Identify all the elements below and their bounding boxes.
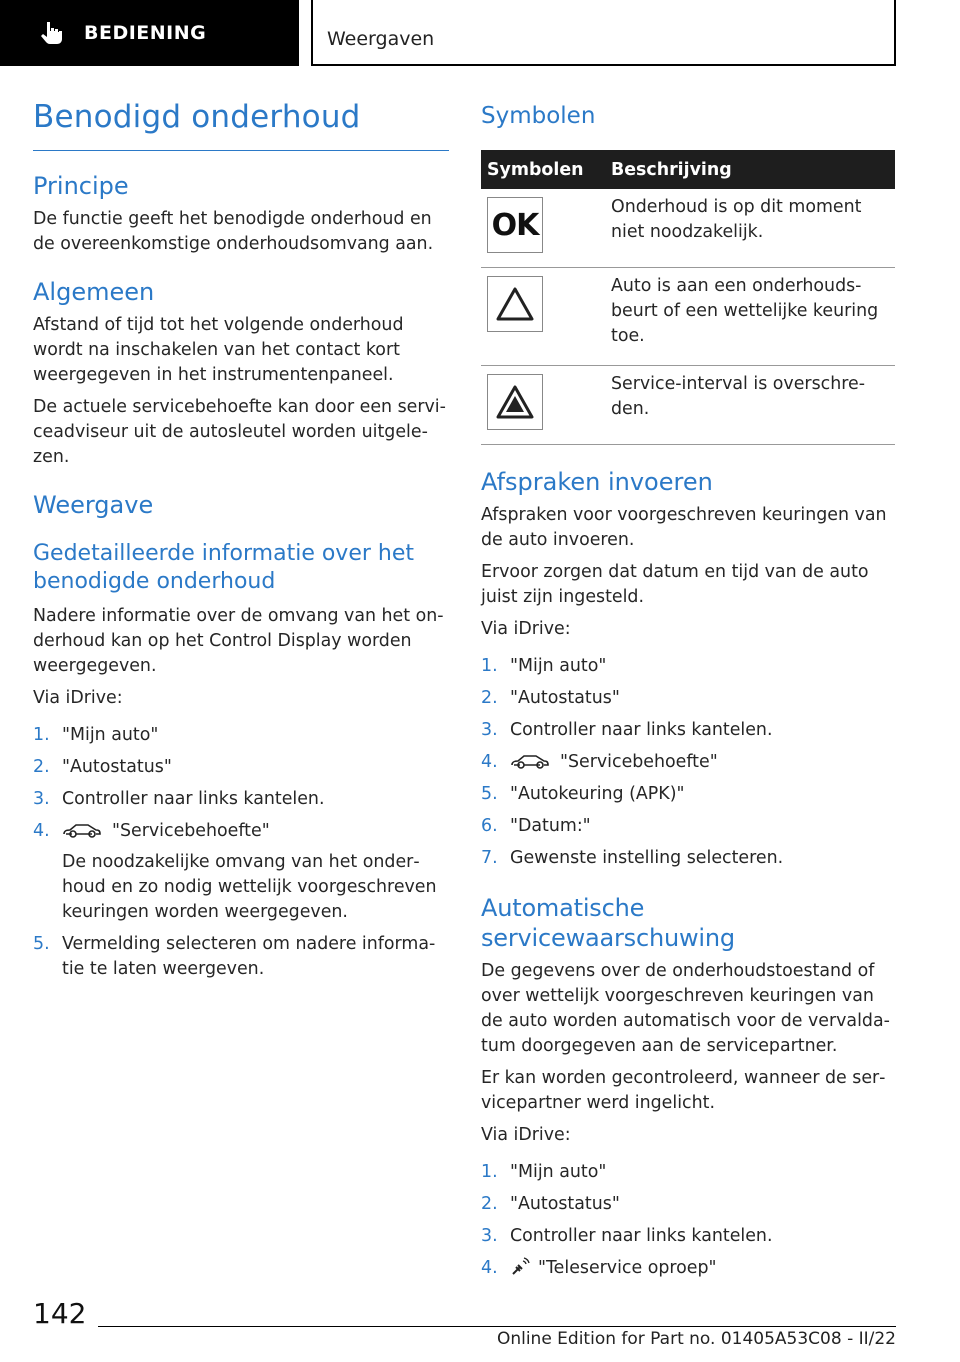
via-idrive: Via iDrive: xyxy=(481,1124,571,1145)
weergave-text: Nadere informatie over de omvang van het onderhoud kan op het Control Display worden weergegeven. xyxy=(33,606,444,676)
step-text: "Servicebehoefte" xyxy=(112,821,270,841)
afspraken-text-2: Ervoor zorgen dat datum en tijd van de auto juist zijn ingesteld. xyxy=(481,561,869,607)
list-item xyxy=(481,1192,895,1217)
step-text: "Mijn auto" xyxy=(510,655,607,676)
list-item xyxy=(481,750,895,775)
step-number: 5. xyxy=(481,783,498,804)
table-cell-description: Service-interval is overschreden. xyxy=(611,365,895,444)
symbols-table xyxy=(481,150,895,445)
step-text: "Servicebehoefte" xyxy=(560,751,718,772)
list-item xyxy=(33,819,449,925)
list-item xyxy=(33,755,449,780)
heading-algemeen: Algemeen xyxy=(33,278,155,306)
afspraken-text-1: Afspraken voor voorgeschreven keuringen van de auto invoeren. xyxy=(481,504,887,550)
step-text: Controller naar links kantelen. xyxy=(510,719,773,740)
table-cell-description: Onderhoud is op dit moment niet noodzakelijk. xyxy=(611,189,895,267)
wrench-signal-icon xyxy=(510,1257,530,1277)
list-item xyxy=(481,718,895,743)
right-column xyxy=(481,96,895,1288)
warning-triangle-filled-icon xyxy=(487,374,543,430)
step-text: Gewenste instelling selecteren. xyxy=(510,847,784,868)
list-item xyxy=(481,814,895,839)
step-text: "Autostatus" xyxy=(510,687,620,708)
table-cell-description: Auto is aan een onderhoudsbeurt of een wettelijke keuring toe. xyxy=(611,267,895,365)
list-item xyxy=(481,1160,895,1185)
step-number: 5. xyxy=(33,934,50,954)
step-subtext: De noodzakelijke omvang van het onderhoud en zo nodig wettelijk voorgeschreven keuringen worden weergegeven. xyxy=(62,852,437,922)
warning-triangle-icon xyxy=(487,276,543,332)
heading-principe: Principe xyxy=(33,172,129,200)
section-tab xyxy=(0,0,299,66)
page-title: Benodigd onderhoud xyxy=(33,96,449,151)
list-item xyxy=(33,787,449,812)
table-header-beschrijving: Beschrijving xyxy=(611,150,895,189)
step-number: 2. xyxy=(481,687,498,708)
step-number: 2. xyxy=(33,757,50,777)
via-idrive: Via iDrive: xyxy=(481,618,571,639)
list-item xyxy=(481,782,895,807)
left-column xyxy=(33,96,449,989)
heading-automatisch: Automatische servicewaarschuwing xyxy=(481,893,735,952)
step-text: "Autostatus" xyxy=(510,1193,620,1214)
section-title: BEDIENING xyxy=(84,22,207,44)
step-number: 4. xyxy=(481,751,498,772)
list-item xyxy=(481,846,895,871)
heading-symbolen: Symbolen xyxy=(481,103,596,129)
step-text: Vermelding selecteren om nadere informatie te laten weergeven. xyxy=(62,934,436,979)
step-text: "Mijn auto" xyxy=(62,725,159,745)
chapter-box xyxy=(311,0,896,66)
step-number: 3. xyxy=(481,1225,498,1246)
via-idrive: Via iDrive: xyxy=(33,688,123,708)
step-number: 6. xyxy=(481,815,498,836)
table-header-symbolen: Symbolen xyxy=(481,150,611,189)
chapter-title: Weergaven xyxy=(327,28,435,50)
table-row xyxy=(481,365,895,444)
step-text: "Datum:" xyxy=(510,815,591,836)
list-item xyxy=(481,1256,895,1281)
table-row xyxy=(481,189,895,267)
footer-divider xyxy=(98,1326,896,1327)
step-number: 1. xyxy=(33,725,50,745)
step-text: "Autostatus" xyxy=(62,757,172,777)
list-item xyxy=(481,1224,895,1249)
list-item xyxy=(481,654,895,679)
step-number: 7. xyxy=(481,847,498,868)
step-text: "Teleservice oproep" xyxy=(538,1257,717,1278)
step-number: 4. xyxy=(481,1257,498,1278)
algemeen-text-1: Afstand of tijd tot het volgende onderhoud wordt na inschakelen van het contact kort weergegeven in het instrumentenpaneel. xyxy=(33,315,404,385)
hand-pointer-icon xyxy=(38,20,64,46)
automatisch-text-2: Er kan worden gecontroleerd, wanneer de servicepartner werd ingelicht. xyxy=(481,1067,886,1113)
step-text: Controller naar links kantelen. xyxy=(62,789,325,809)
step-number: 1. xyxy=(481,1161,498,1182)
car-icon xyxy=(510,752,550,770)
step-number: 3. xyxy=(481,719,498,740)
afspraken-steps xyxy=(481,654,895,871)
step-number: 1. xyxy=(481,655,498,676)
step-number: 4. xyxy=(33,821,50,841)
ok-icon: OK xyxy=(487,197,543,253)
list-item xyxy=(33,723,449,748)
page-number: 142 xyxy=(33,1297,87,1330)
algemeen-text-2: De actuele servicebehoefte kan door een serviceadviseur uit de autosleutel worden uitgelezen. xyxy=(33,397,446,467)
automatisch-steps xyxy=(481,1160,895,1281)
car-icon xyxy=(62,821,102,839)
table-row xyxy=(481,267,895,365)
principe-text: De functie geeft het benodigde onderhoud en de overeenkomstige onderhoudsomvang aan. xyxy=(33,209,434,254)
step-number: 2. xyxy=(481,1193,498,1214)
step-text: Controller naar links kantelen. xyxy=(510,1225,773,1246)
edition-note: Online Edition for Part no. 01405A53C08 - II/22 xyxy=(496,1329,896,1349)
weergave-steps xyxy=(33,723,449,982)
step-text: "Mijn auto" xyxy=(510,1161,607,1182)
heading-afspraken: Afspraken invoeren xyxy=(481,467,713,496)
list-item xyxy=(33,932,449,982)
step-number: 3. xyxy=(33,789,50,809)
subheading-gedetailleerd: Gedetailleerde informatie over het benodigde onderhoud xyxy=(33,541,415,594)
step-text: "Autokeuring (APK)" xyxy=(510,783,685,804)
heading-weergave: Weergave xyxy=(33,491,154,519)
automatisch-text-1: De gegevens over de onderhoudstoestand of over wettelijk voorgeschreven keuringen van de auto worden automatisch voor de vervaldatum doorgegeven aan de servicepartner. xyxy=(481,960,890,1056)
list-item xyxy=(481,686,895,711)
